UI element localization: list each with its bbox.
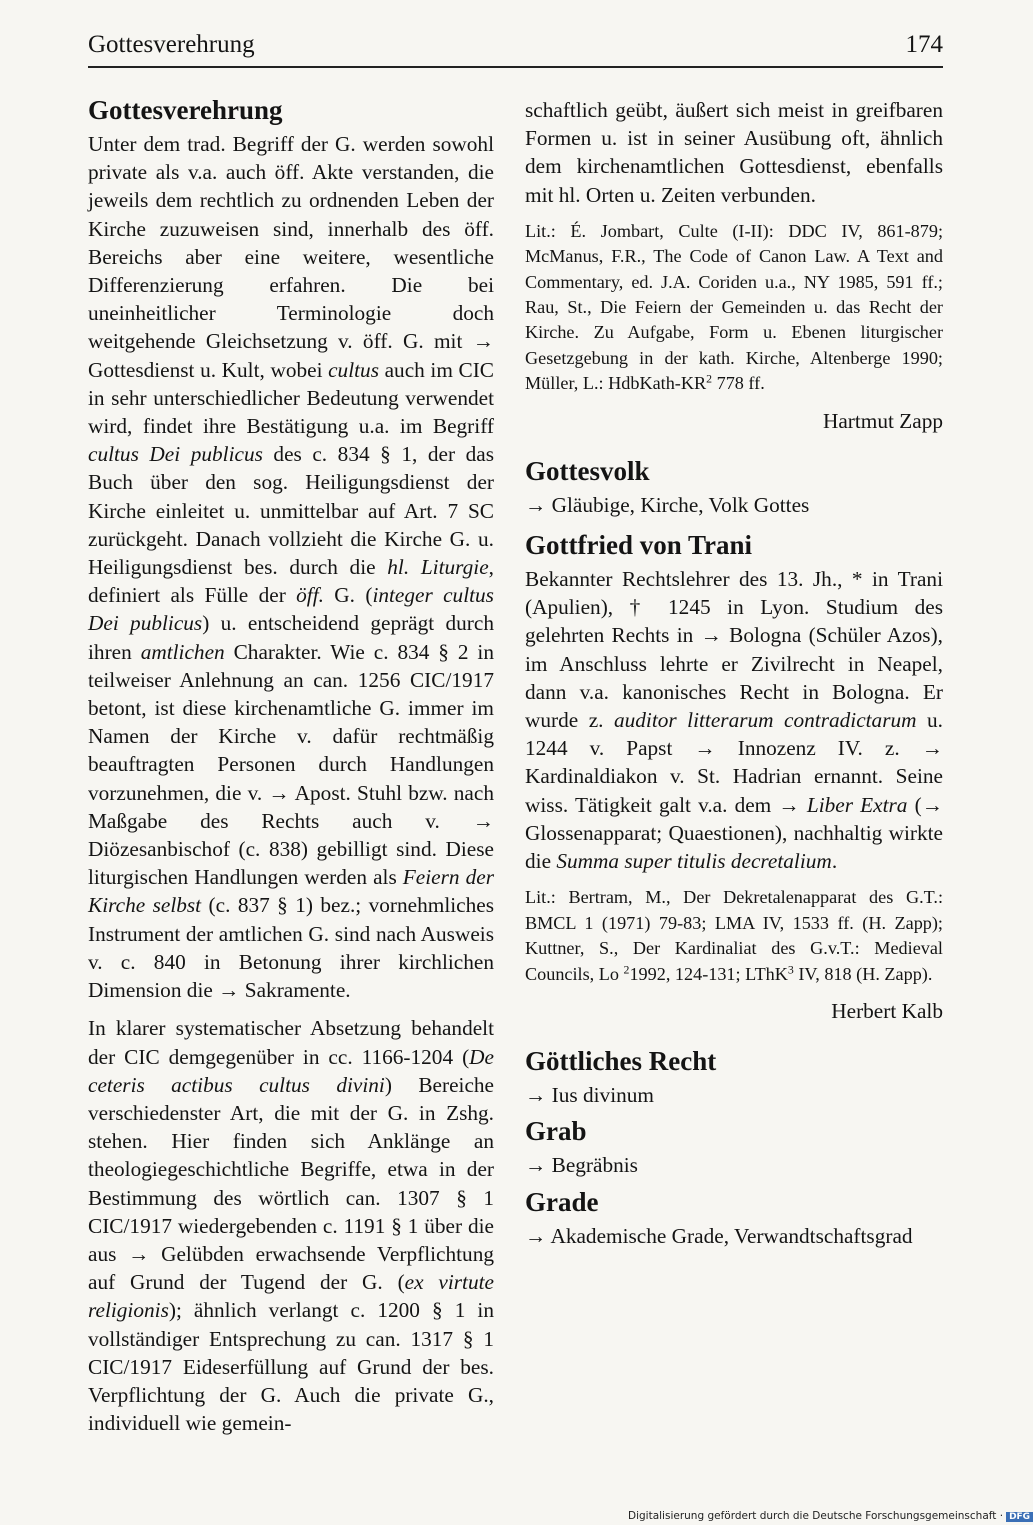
literature-block: Lit.: Bertram, M., Der Dekretalenapparat des G.T.: BMCL 1 (1971) 79-83; LMA IV, 1533 ff. (H. Zapp); Kuttner, S., Der Kardinaliat des G.v.T.: Medieval Councils, Lo $^2$1992, 124-131; LThK$^3$ IV, 818 (H. Zapp). xyxy=(525,887,943,984)
footer-text: Digitalisierung gefördert durch die Deutsche Forschungsgemeinschaft · xyxy=(628,1510,1004,1522)
digitization-footer xyxy=(628,1510,1033,1522)
dfg-logo-icon: DFG xyxy=(1006,1512,1033,1522)
entry-paragraph: In klarer systematischer Absetzung behandelt der CIC demgegenüber in cc. 1166-1204 (De ceteris actibus cultus divini) Bereiche verschiedenster Art, die mit der G. in Zshg. stehen. Hier finden sich Anklänge an theologiegeschichtliche Begriffe, etwa in der Bestimmung des wörtlich can. 1307 § 1 CIC/1917 wiedergebenden c. 1191 § 1 über die aus → Gelübden erwachsende Verpflichtung auf Grund der Tugend der G. (ex virtute religionis); ähnlich verlangt c. 1200 § 1 in vollständiger Entsprechung zu can. 1317 § 1 CIC/1917 Eideserfüllung auf Grund der bes. Verpflichtung der G. Auch die private G., individuell wie gemein- xyxy=(88,1016,494,1436)
left-column xyxy=(88,94,494,1437)
running-head-title: Gottesverehrung xyxy=(88,31,255,58)
header-rule xyxy=(88,66,943,68)
literature-block: Lit.: É. Jombart, Culte (I-II): DDC IV, 861-879; McManus, F.R., The Code of Canon Law. A Text and Commentary, ed. J.A. Coriden u.a., NY 1985, 591 ff.; Rau, St., Die Feiern der Gemeinden u. das Recht der Kirche. Zu Aufgabe, Form u. Ebenen liturgischer Gesetzgebung in der kath. Kirche, Altenberge 1990; Müller, L.: HdbKath-$KR^2$ 778 ff. xyxy=(525,220,943,394)
entry-heading-gottfried-von-trani: Gottfried von Trani xyxy=(525,530,752,561)
entry-paragraph: Bekannter Rechtslehrer des 13. Jh., * in Trani (Apulien), † 1245 in Lyon. Studium des gelehrten Rechts in → Bologna (Schüler Azos), im Anschluss lehrte er Zivilrecht in Neapel, dann v.a. kanonisches Recht in Bologna. Er wurde z. auditor litterarum contradictarum u. 1244 v. Papst → Innozenz IV. z. → Kardinaldiakon v. St. Hadrian ernannt. Seine wiss. Tätigkeit galt v.a. dem → Liber Extra (→ Glossenapparat; Quaestionen), nachhaltig wirkte die Summa super titulis decretalium. xyxy=(525,567,944,874)
entry-heading-goettliches-recht: Göttliches Recht xyxy=(525,1046,717,1077)
entry-paragraph: Unter dem trad. Begriff der G. werden sowohl private als v.a. auch öff. Akte verstanden, die jeweils dem rechtlich zu ordnenden Leben der Kirche zuzuweisen sind, innerhalb des öff. Bereichs aber eine weitere, wesentliche Differenzierung erfahren. Die bei uneinheitlicher Terminologie doch weitgehende Gleichsetzung v. öff. G. mit → Gottesdienst u. Kult, wobei cultus auch im CIC in sehr unterschiedlicher Bedeutung verwendet wird, findet ihre Bestätigung u.a. im Begriff cultus Dei publicus des c. 834 § 1, der das Buch über den sog. Heiligungsdienst der Kirche einleitet u. unmittelbar auf Art. 7 SC zurückgeht. Danach vollzieht die Kirche G. u. Heiligungsdienst bes. durch die hl. Liturgie, definiert als Fülle der öff. G. (integer cultus Dei publicus) u. entscheidend geprägt durch ihren amtlichen Charakter. Wie c. 834 § 2 in teilweiser Anlehnung an can. 1256 CIC/1917 betont, ist diese kirchenamtliche G. immer im Namen der Kirche v. dafür rechtmäßig beauftragten Personen durch Handlungen vorzunehmen, die v. → Apost. Stuhl bzw. nach Maßgabe des Rechts auch v. → Diözesanbischof (c. 838) gebilligt sind. Diese liturgischen Handlungen werden als Feiern der Kirche selbst (c. 837 § 1) bez.; vornehmliches Instrument der amtlichen G. sind nach Ausweis v. c. 840 in Betonung ihrer kirchlichen Dimension die → Sakramente. xyxy=(88,132,495,1003)
entry-heading-grade: Grade xyxy=(525,1186,599,1217)
author-signature: Hartmut Zapp xyxy=(822,408,943,433)
cross-reference: → Ius divinum xyxy=(525,1083,654,1108)
cross-reference: → Begräbnis xyxy=(525,1153,638,1178)
entry-heading-gottesverehrung: Gottesverehrung xyxy=(88,95,283,125)
running-head xyxy=(88,30,943,60)
entry-heading-gottesvolk: Gottesvolk xyxy=(525,455,650,486)
author-signature: Herbert Kalb xyxy=(831,998,943,1023)
entry-heading-grab: Grab xyxy=(525,1116,587,1147)
cross-reference: → Gläubige, Kirche, Volk Gottes xyxy=(525,492,810,517)
entry-paragraph-continuation: schaftlich geübt, äußert sich meist in greifbaren Formen u. ist in seiner Ausübung oft, ähnlich dem kirchenamtlichen Gottesdienst, ebenfalls mit hl. Orten u. Zeiten verbunden. xyxy=(525,98,943,207)
page-number: 174 xyxy=(905,31,943,58)
cross-reference: → Akademische Grade, Verwandtschaftsgrad xyxy=(525,1223,913,1248)
right-column xyxy=(525,96,943,1250)
